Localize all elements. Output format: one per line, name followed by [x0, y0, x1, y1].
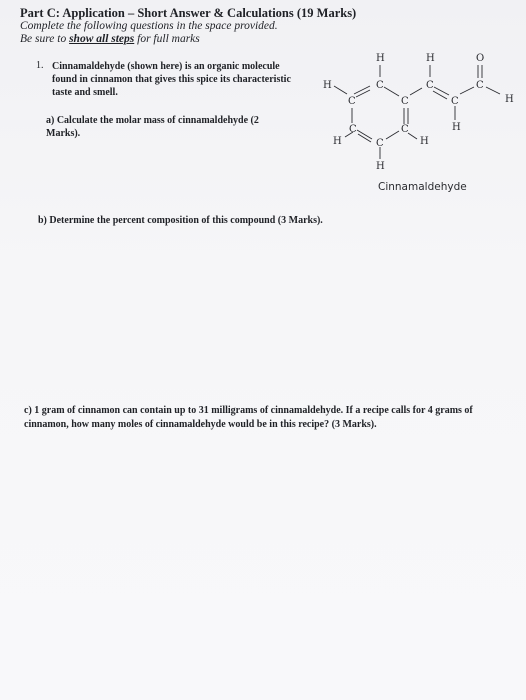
atom-h: H	[323, 80, 332, 91]
atom-c: C	[376, 138, 384, 149]
atom-o: O	[476, 53, 485, 64]
atom-h: H	[333, 136, 342, 147]
instruction-prefix: Be sure to	[20, 33, 70, 45]
question-part-b: b) Determine the percent composition of this compound (3 Marks).	[38, 215, 323, 226]
question-part-c: c) 1 gram of cinnamon can contain up to 31 milligrams of cinnamaldehyde. If a recipe calls for 4 grams of cinnamon, how many moles of cinnamaldehyde would be in this recipe? (3 Marks).	[24, 405, 473, 430]
atom-c: C	[376, 80, 384, 91]
question-1-text: Cinnamaldehyde (shown here) is an organic molecule found in cinnamon that gives this spice its characteristic taste and smell.	[52, 61, 291, 98]
atom-c: C	[476, 80, 484, 91]
atom-c: C	[451, 96, 459, 107]
atom-c: C	[401, 124, 409, 135]
cinnamaldehyde-structure	[300, 48, 526, 184]
section-title: Part C: Application – Short Answer & Calculations (19 Marks)	[20, 6, 357, 20]
atom-c: C	[426, 80, 434, 91]
atom-h: H	[426, 53, 435, 64]
atom-c: C	[401, 96, 409, 107]
atom-c: C	[348, 96, 356, 107]
atom-h: H	[452, 122, 461, 133]
question-part-a: a) Calculate the molar mass of cinnamaldehyde (2 Marks).	[46, 115, 259, 139]
atom-c: C	[349, 124, 357, 135]
molecule-caption: Cinnamaldehyde	[378, 181, 467, 193]
atom-h: H	[420, 136, 429, 147]
atom-h: H	[376, 53, 385, 64]
atom-h: H	[376, 161, 385, 172]
instruction-line-1: Complete the following questions in the space provided.	[20, 20, 278, 32]
instruction-emphasis: show all steps	[69, 33, 135, 45]
instruction-line-2	[20, 33, 200, 45]
atom-h: H	[505, 94, 514, 105]
instruction-suffix: for full marks	[134, 33, 200, 45]
question-number: 1.	[36, 60, 44, 71]
